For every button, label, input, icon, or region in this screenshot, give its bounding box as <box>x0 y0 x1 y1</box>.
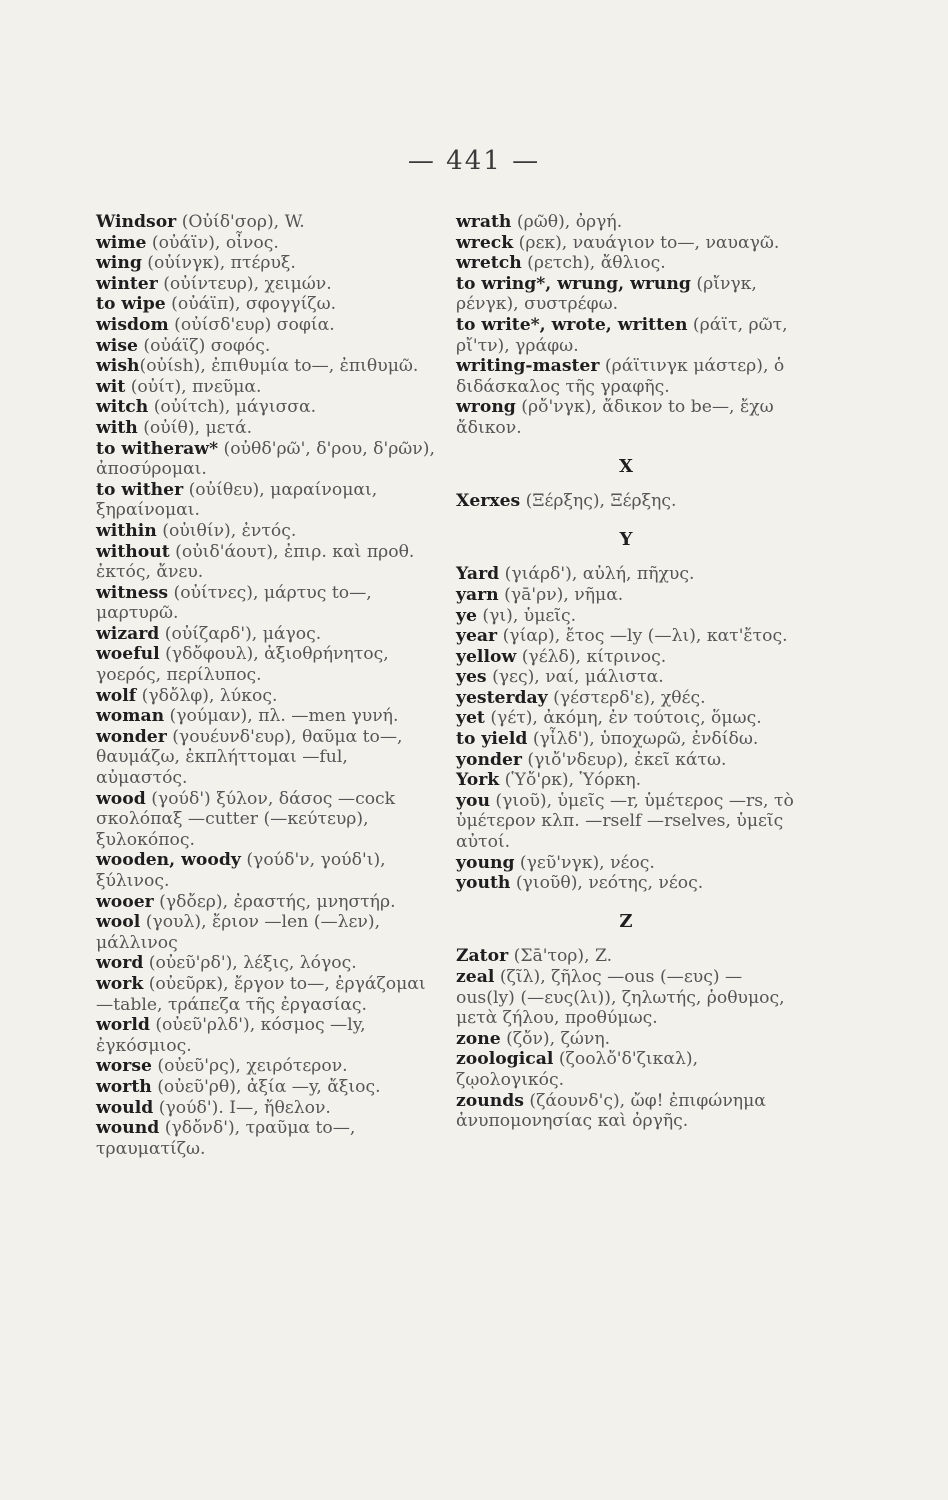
entry-definition: (ρεκ), ναυάγιον to—, ναυαγῶ. <box>513 232 780 253</box>
entry-definition: (γέλδ), κίτρινος. <box>516 646 667 667</box>
entry-headword: wrath <box>456 212 512 232</box>
entry-headword: to yield <box>456 729 528 750</box>
entry-headword: wrong <box>456 397 516 418</box>
dictionary-entry <box>456 791 796 853</box>
page-number: — 441 — <box>407 146 541 176</box>
entry-definition: (ρῶθ), ὀργή. <box>511 212 623 232</box>
entry-headword: yes <box>456 667 487 688</box>
entry-definition: (γεῦ'νγκ), νέος. <box>514 852 655 873</box>
entry-definition: (γέστερδ'ε), χθές. <box>547 687 706 708</box>
dictionary-entry <box>96 418 438 439</box>
section-letter: Y <box>619 528 633 550</box>
entry-definition: (ρετch), ἄθλιος. <box>521 253 666 274</box>
entry-headword: wretch <box>456 253 522 274</box>
dictionary-entry <box>96 706 438 727</box>
entry-definition: (οὐίντευρ), χειμών. <box>157 273 332 294</box>
dictionary-entry <box>96 377 438 398</box>
entry-headword: woeful <box>96 644 160 665</box>
entry-definition: (ρἴνγκ, ρένγκ), συστρέφω. <box>456 273 757 315</box>
entry-headword: woman <box>96 706 165 727</box>
dictionary-entry <box>456 770 796 791</box>
dictionary-entry <box>96 686 438 707</box>
entry-headword: winter <box>96 273 158 294</box>
entry-definition: (οὐιδ'άουτ), ἐπιρ. καὶ προθ. ἐκτός, ἄνευ. <box>96 541 415 583</box>
entry-headword: wizard <box>96 623 160 644</box>
entry-definition: (Οὐίδ'σορ), W. <box>176 212 305 232</box>
dictionary-entry <box>456 1091 796 1132</box>
entry-headword: to wither <box>96 479 184 500</box>
entry-definition: (γδὄνδ'), τραῦμα to—, τραυματίζω. <box>96 1118 356 1159</box>
entry-definition: (γούδ') ξύλον, δάσος —cock σκολόπαξ —cutter (—κεύτευρ), ξυλοκόπος. <box>96 788 396 850</box>
entry-headword: word <box>96 953 144 974</box>
dictionary-entry <box>456 491 796 512</box>
entry-headword: yet <box>456 708 485 729</box>
dictionary-entry <box>96 336 438 357</box>
dictionary-entry <box>456 873 796 894</box>
entry-definition: (οὐεῦρκ), ἔργον to—, ἐργάζομαι —table, τράπεζα τῆς ἐργασίας. <box>96 973 426 1015</box>
dictionary-entry <box>96 294 438 315</box>
dictionary-entry <box>96 480 438 521</box>
entry-definition: (οὐίτνες), μάρτυς to—, μαρτυρῶ. <box>96 582 372 624</box>
entry-headword: zoological <box>456 1049 554 1070</box>
entry-definition: (γούδ'ν, γούδ'ι), ξύλινος. <box>96 850 386 891</box>
dictionary-entry <box>456 606 796 627</box>
entry-headword: zone <box>456 1028 501 1049</box>
entry-headword: would <box>96 1097 154 1118</box>
entry-definition: (Ξέρξης), Ξέρξης. <box>520 491 677 512</box>
entry-definition: (ράϊτ, ρῶτ, ρἴ'τν), γράφω. <box>456 314 788 356</box>
entry-headword: Windsor <box>96 212 177 232</box>
dictionary-entry <box>96 439 438 480</box>
entry-headword: wisdom <box>96 314 169 335</box>
entry-definition: (ζοολὄ'δ'ζικαλ), ζῳολογικός. <box>456 1049 699 1090</box>
dictionary-entry <box>456 1049 796 1090</box>
right-column <box>456 212 796 1132</box>
entry-headword: to witheraw* <box>96 438 219 459</box>
dictionary-entry <box>96 974 438 1015</box>
section-letter: X <box>619 455 633 477</box>
entry-definition: (οὐίθευ), μαραίνομαι, ξηραίνομαι. <box>96 479 378 521</box>
entry-headword: to wipe <box>96 294 166 315</box>
entry-definition: (οὐίζαρδ'), μάγος. <box>159 623 322 644</box>
dictionary-entry <box>456 667 796 688</box>
entry-headword: wish <box>96 356 140 377</box>
entry-definition: (ζῖλ), ζῆλος —ous (—ευς) —ous(ly) (—ευς(λι)), ζηλωτής, ῥοθυμος, μετὰ ζήλου, προθύμως. <box>456 967 785 1029</box>
section-letter: Z <box>619 910 633 932</box>
dictionary-entry <box>456 1029 796 1050</box>
entry-headword: zeal <box>456 967 495 987</box>
dictionary-entry <box>456 626 796 647</box>
entry-headword: Yard <box>456 564 500 585</box>
entry-definition: (ρὄ'νγκ), ἄδικον to be—, ἔχω ἄδικον. <box>456 397 774 438</box>
dictionary-entry <box>96 850 438 891</box>
dictionary-entry <box>456 708 796 729</box>
entry-definition: (οὐάϊζ) σοφός. <box>137 335 271 356</box>
entry-headword: Xerxes <box>456 491 521 512</box>
dictionary-entry <box>96 397 438 418</box>
dictionary-entry <box>96 253 438 274</box>
entry-definition: (γā'ρν), νῆμα. <box>498 584 624 605</box>
entry-headword: wool <box>96 912 141 933</box>
entry-headword: to write*, wrote, written <box>456 314 688 335</box>
dictionary-entry <box>96 953 438 974</box>
entry-definition: (οὐεῦ'ρλδ'), κόσμος —ly, ἐγκόσμιος. <box>96 1015 366 1056</box>
entry-headword: wonder <box>96 726 167 747</box>
entry-definition: (ζάουνδ'ς), ὤφ! ἐπιφώνημα ἀνυπομονησίας καὶ ὀργῆς. <box>456 1090 766 1132</box>
entry-headword: yellow <box>456 646 517 667</box>
entry-headword: you <box>456 790 490 811</box>
dictionary-entry <box>96 1056 438 1077</box>
dictionary-entry <box>96 1098 438 1119</box>
dictionary-entry <box>456 564 796 585</box>
dictionary-entry <box>456 729 796 750</box>
entry-definition: (γδὄλφ), λύκος. <box>136 685 278 706</box>
entry-headword: wood <box>96 788 146 809</box>
dictionary-entry <box>96 892 438 913</box>
entry-headword: worse <box>96 1056 152 1077</box>
entry-headword: worth <box>96 1076 152 1097</box>
entry-headword: yesterday <box>456 687 548 708</box>
dictionary-entry <box>96 233 438 254</box>
entry-definition: (οὐίτ), πνεῦμα. <box>125 376 262 397</box>
entry-definition: (γιοῦθ), νεότης, νέος. <box>510 873 704 894</box>
entry-headword: yarn <box>456 584 499 605</box>
entry-definition: (γιάρδ'), αὐλή, πῆχυς. <box>499 564 695 585</box>
entry-headword: witness <box>96 582 169 603</box>
entry-definition: (οὐίνγκ), πτέρυξ. <box>141 253 296 274</box>
entry-headword: wise <box>96 335 138 356</box>
entry-definition: (οὐεῦ'ρς), χειρότερον. <box>151 1056 348 1077</box>
dictionary-entry <box>456 315 796 356</box>
dictionary-entry <box>96 274 438 295</box>
dictionary-entry <box>456 647 796 668</box>
entry-headword: witch <box>96 397 149 418</box>
entry-headword: with <box>96 417 138 438</box>
dictionary-entry <box>96 1118 438 1159</box>
entry-headword: without <box>96 541 170 562</box>
entry-definition: (γουέυνδ'ευρ), θαῦμα to—, θαυμάζω, ἐκπλήττομαι —ful, αὐμαστός. <box>96 726 403 789</box>
entry-definition: (γες), ναί, μάλιστα. <box>486 667 664 688</box>
entry-headword: Zator <box>456 946 509 967</box>
dictionary-entry <box>96 624 438 645</box>
entry-headword: wooden, woody <box>96 850 241 871</box>
entry-headword: wolf <box>96 685 137 706</box>
entry-headword: wooer <box>96 891 154 912</box>
entry-headword: York <box>456 770 500 791</box>
dictionary-entry <box>456 967 796 1029</box>
dictionary-entry <box>96 542 438 583</box>
dictionary-entry <box>96 912 438 953</box>
entry-headword: wound <box>96 1118 160 1139</box>
entry-definition: (γδὄερ), ἐραστής, μνηστήρ. <box>153 891 396 912</box>
entry-definition: (ράϊτινγκ μάστερ), ὁ διδάσκαλος τῆς γραφῆς. <box>456 356 785 397</box>
dictionary-entry <box>96 583 438 624</box>
dictionary-entry <box>456 585 796 606</box>
entry-headword: ye <box>456 605 477 626</box>
entry-headword: wing <box>96 253 142 274</box>
entry-definition: (οὐίθ), μετά. <box>137 417 253 438</box>
entry-definition: (οὐίsh), ἐπιθυμία to—, ἐπιθυμῶ. <box>139 356 419 377</box>
entry-definition: (οὐεῦ'ρθ), ἀξία —y, ἄξιος. <box>151 1076 381 1097</box>
dictionary-entry <box>456 233 796 254</box>
dictionary-entry <box>96 356 438 377</box>
entry-definition: (γι), ὑμεῖς. <box>476 605 577 626</box>
entry-headword: year <box>456 626 498 647</box>
entry-definition: (οὐεῦ'ρδ'), λέξις, λόγος. <box>143 953 357 974</box>
entry-headword: zounds <box>456 1090 524 1111</box>
entry-definition: (γιοῦ), ὑμεῖς —r, ὑμέτερος —rs, τὸ ὑμέτερον κλπ. —rself —rselves, ὑμεῖς αὐτοί. <box>456 790 794 853</box>
entry-definition: (γἶλδ'), ὑποχωρῶ, ἐνδίδω. <box>527 729 759 750</box>
entry-definition: (γιὄ'νδευρ), ἐκεῖ κάτω. <box>521 749 727 770</box>
entry-headword: young <box>456 852 515 873</box>
entry-headword: wreck <box>456 232 514 253</box>
entry-headword: to wring*, wrung, wrung <box>456 273 691 294</box>
dictionary-entry <box>96 1015 438 1056</box>
entry-headword: within <box>96 520 157 541</box>
entry-definition: (ζὄν), ζώνη. <box>500 1028 611 1049</box>
entry-headword: yonder <box>456 749 522 770</box>
dictionary-entry <box>456 946 796 967</box>
entry-headword: writing-master <box>456 356 600 377</box>
dictionary-entry <box>456 853 796 874</box>
entry-definition: (γούδ'). I—, ἤθελον. <box>153 1097 331 1118</box>
dictionary-entry <box>96 727 438 789</box>
dictionary-entry <box>96 789 438 851</box>
entry-definition: (Σā'τορ), Z. <box>508 946 613 967</box>
entry-definition: (οὐιθίν), ἐντός. <box>156 520 297 541</box>
entry-definition: (γδὄφουλ), ἀξιοθρήνητος, γοερός, περίλυπος. <box>96 644 389 686</box>
entry-definition: (Ὑὄ'ρκ), Ὑόρκη. <box>499 770 642 791</box>
entry-definition: (γούμαν), πλ. —men γυνή. <box>164 706 399 727</box>
dictionary-entry <box>456 274 796 315</box>
dictionary-entry <box>96 212 438 233</box>
entry-headword: wime <box>96 232 147 253</box>
left-column <box>96 212 438 1159</box>
dictionary-entry <box>456 356 796 397</box>
entry-headword: work <box>96 973 144 994</box>
entry-headword: world <box>96 1015 150 1036</box>
entry-definition: (οὐάϊπ), σφογγίζω. <box>165 294 337 315</box>
entry-headword: wit <box>96 376 126 397</box>
entry-definition: (οὐίσδ'ευρ) σοφία. <box>168 314 335 335</box>
entry-definition: (οὐθδ'ρῶ', δ'ρου, δ'ρῶν), ἀποσύρομαι. <box>96 438 435 480</box>
dictionary-entry <box>456 212 796 233</box>
dictionary-entry <box>96 644 438 685</box>
dictionary-entry <box>456 397 796 438</box>
entry-definition: (γέτ), ἀκόμη, ἐν τούτοις, ὅμως. <box>484 708 762 729</box>
entry-definition: (οὐίτch), μάγισσα. <box>148 397 317 418</box>
dictionary-entry <box>456 253 796 274</box>
entry-headword: youth <box>456 873 511 894</box>
entry-definition: (οὐάϊν), οἶνος. <box>146 232 279 253</box>
dictionary-entry <box>456 750 796 771</box>
dictionary-entry <box>456 688 796 709</box>
entry-definition: (γίαρ), ἔτος —ly (—λι), κατ'ἔτος. <box>497 626 788 647</box>
dictionary-entry <box>96 315 438 336</box>
entry-definition: (γουλ), ἔριον —len (—λεν), μάλλινος <box>96 912 381 953</box>
dictionary-entry <box>96 521 438 542</box>
dictionary-entry <box>96 1077 438 1098</box>
